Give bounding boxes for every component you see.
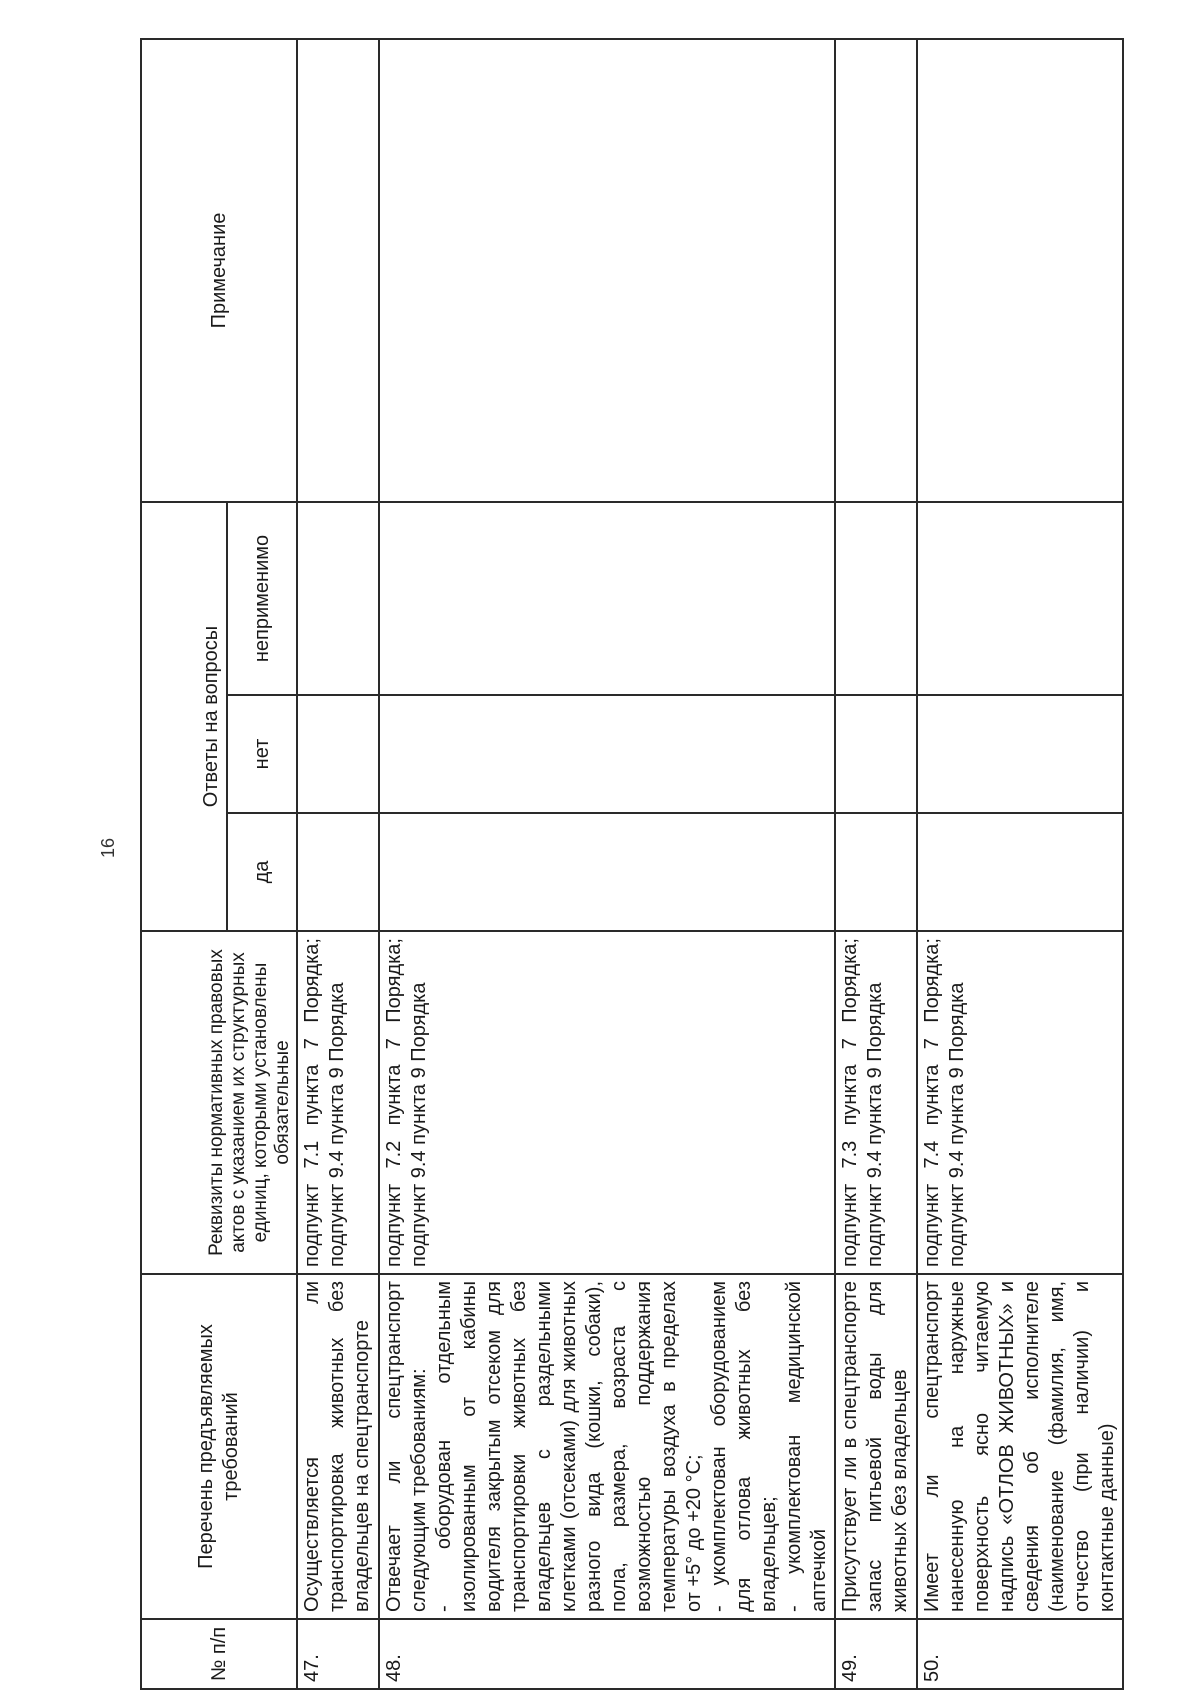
- header-answers: Ответы на вопросы: [141, 502, 227, 931]
- requirement-text: [917, 1274, 1123, 1619]
- requirement-text: [379, 1274, 835, 1619]
- header-note: Примечание: [141, 39, 297, 502]
- requirement-line: - оборудован отдельным изолированным от кабины водителя закрытым отсеком для транспортировки животных без владельцев с раздельными клетками (отсеками) для животных разного вида (кошки, собаки), пола, размера, возраста с возможностью поддержания температуры воздуха в пределах от +5° до +20 °С;: [433, 1281, 705, 1612]
- answer-no-cell[interactable]: [917, 695, 1123, 813]
- note-cell[interactable]: [917, 39, 1123, 502]
- act-reference: подпункт 7.3 пункта 7 Порядка; подпункт 9.4 пункта 9 Порядка: [835, 931, 917, 1274]
- answer-na-cell[interactable]: [379, 502, 835, 695]
- note-cell[interactable]: [835, 39, 917, 502]
- table-row: [297, 39, 379, 1689]
- requirement-line: Присутствует ли в спецтранспорте запас питьевой воды для животных без владельцев: [839, 1281, 911, 1612]
- note-cell[interactable]: [379, 39, 835, 502]
- requirements-table-frame: [140, 40, 1160, 1690]
- rotated-table-container: [140, 40, 1160, 1690]
- header-yes: да: [227, 813, 297, 931]
- answer-yes-cell[interactable]: [835, 813, 917, 931]
- requirement-text: [297, 1274, 379, 1619]
- page-number: 16: [98, 837, 118, 859]
- table-row: [835, 39, 917, 1689]
- requirement-line: - укомплектован оборудованием для отлова животных без владельцев;: [708, 1281, 780, 1612]
- answer-na-cell[interactable]: [297, 502, 379, 695]
- requirement-line: Имеет ли спецтранспорт нанесенную на наружные поверхность ясно читаемую надпись «ОТЛОВ ЖИВОТНЫХ» и сведения об исполнителе (наименование (фамилия, имя, отчество (при наличии) и контактные данные): [921, 1281, 1118, 1612]
- answer-na-cell[interactable]: [917, 502, 1123, 695]
- table-row: [917, 39, 1123, 1689]
- answer-no-cell[interactable]: [835, 695, 917, 813]
- table-row: [379, 39, 835, 1689]
- requirement-line: Осуществляется ли транспортировка животных без владельцев на спецтранспорте: [301, 1281, 373, 1612]
- act-reference: подпункт 7.4 пункта 7 Порядка; подпункт 9.4 пункта 9 Порядка: [917, 931, 1123, 1274]
- header-na: неприменимо: [227, 502, 297, 695]
- header-requirements: Перечень предъявляемых требований: [141, 1274, 297, 1619]
- note-cell[interactable]: [297, 39, 379, 502]
- requirements-table: [140, 38, 1124, 1690]
- header-no: нет: [227, 695, 297, 813]
- header-acts: Реквизиты нормативных правовых актов с указанием их структурных единиц, которыми установлены обязательные: [141, 931, 297, 1274]
- requirement-text: [835, 1274, 917, 1619]
- header-num: № п/п: [141, 1619, 297, 1689]
- row-number: 48.: [379, 1619, 835, 1689]
- answer-yes-cell[interactable]: [917, 813, 1123, 931]
- answer-yes-cell[interactable]: [379, 813, 835, 931]
- row-number: 50.: [917, 1619, 1123, 1689]
- row-number: 49.: [835, 1619, 917, 1689]
- answer-na-cell[interactable]: [835, 502, 917, 695]
- answer-no-cell[interactable]: [379, 695, 835, 813]
- requirement-line: - укомплектован медицинской аптечкой: [783, 1281, 830, 1612]
- answer-no-cell[interactable]: [297, 695, 379, 813]
- act-reference: подпункт 7.2 пункта 7 Порядка; подпункт 9.4 пункта 9 Порядка: [379, 931, 835, 1274]
- act-reference: подпункт 7.1 пункта 7 Порядка; подпункт 9.4 пункта 9 Порядка: [297, 931, 379, 1274]
- requirement-line: Отвечает ли спецтранспорт следующим требованиям:: [383, 1281, 430, 1612]
- answer-yes-cell[interactable]: [297, 813, 379, 931]
- row-number: 47.: [297, 1619, 379, 1689]
